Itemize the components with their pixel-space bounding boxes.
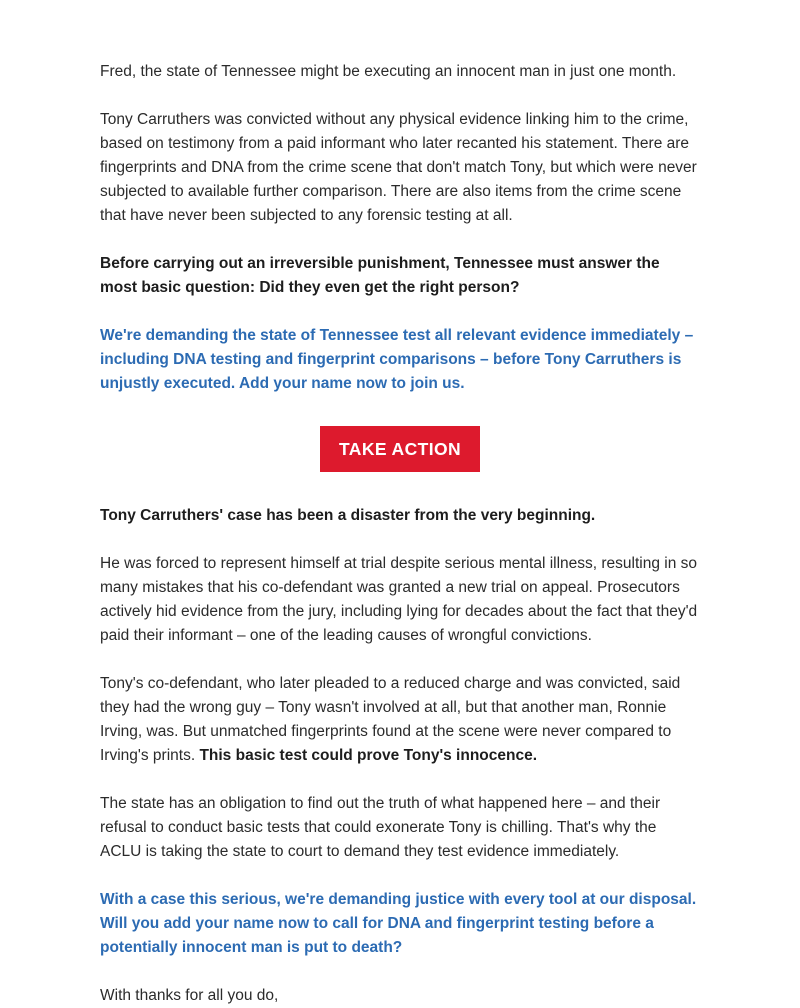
codefendant-paragraph-plain: Tony's co-defendant, who later pleaded to a reduced charge and was convicted, said they had the wrong guy – Tony wasn't involved at all, but that another man, Ronnie Irving, was. But unmatched fingerprints found at the scene were never compared to Irving's prints. bbox=[100, 675, 681, 764]
trial-paragraph: He was forced to represent himself at trial despite serious mental illness, resulting in so many mistakes that his co-defendant was granted a new trial on appeal. Prosecutors actively hid evidence from the jury, including lying for decades about the fact that they'd paid their informant – one of the leading causes of wrongful convictions. bbox=[100, 555, 698, 644]
demand-link-paragraph bbox=[100, 324, 700, 396]
signoff: With thanks for all you do, bbox=[100, 987, 279, 1004]
obligation-paragraph: The state has an obligation to find out the truth of what happened here – and their refusal to conduct basic tests that could exonerate Tony is chilling. That's why the ACLU is taking the state to court to demand they test evidence immediately. bbox=[100, 795, 661, 860]
background-paragraph: Tony Carruthers was convicted without any physical evidence linking him to the crime, based on testimony from a paid informant who later recanted his statement. There are fingerprints and DNA from the crime scene that don't match Tony, but which were never subjected to available further comparison. There are also items from the crime scene that have never been subjected to any forensic testing at all. bbox=[100, 111, 697, 224]
demand-link[interactable]: We're demanding the state of Tennessee test all relevant evidence immediately – including DNA testing and fingerprint comparisons – before Tony Carruthers is unjustly executed. Add your name now to join us. bbox=[100, 327, 694, 392]
disaster-heading: Tony Carruthers' case has been a disaster from the very beginning. bbox=[100, 507, 596, 524]
closing-link-paragraph bbox=[100, 888, 700, 960]
take-action-button[interactable]: TAKE ACTION bbox=[320, 426, 480, 472]
closing-link[interactable]: With a case this serious, we're demanding justice with every tool at our disposal. Will you add your name now to call for DNA and fingerprint testing before a potentially innocent man is put to death? bbox=[100, 891, 697, 956]
codefendant-paragraph-bold: This basic test could prove Tony's innocence. bbox=[199, 747, 538, 764]
email-body bbox=[100, 0, 700, 1008]
greeting-paragraph: Fred, the state of Tennessee might be executing an innocent man in just one month. bbox=[100, 63, 677, 80]
bold-question-paragraph: Before carrying out an irreversible punishment, Tennessee must answer the most basic question: Did they even get the right person? bbox=[100, 255, 660, 296]
cta-container bbox=[100, 426, 700, 472]
codefendant-paragraph bbox=[100, 672, 700, 768]
